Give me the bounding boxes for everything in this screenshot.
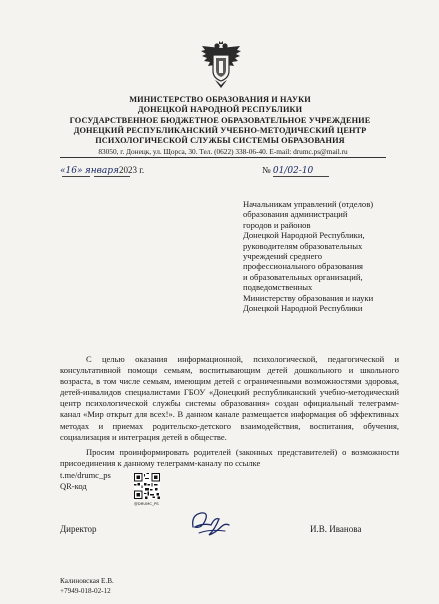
number-value: 01/02-10 — [272, 166, 314, 176]
date-day-underline — [62, 176, 90, 177]
addressee-line: Донецкой Народной Республики, — [243, 230, 365, 241]
qr-caption: @DRUMC_PS — [134, 501, 159, 506]
addressee-line: учреждений среднего — [243, 251, 323, 262]
signer-name: И.В. Иванова — [310, 524, 362, 534]
institution-line-1: ГОСУДАРСТВЕННОЕ БЮДЖЕТНОЕ ОБРАЗОВАТЕЛЬНОЕ УЧРЕЖДЕНИЕ — [69, 116, 371, 125]
executor-phone: +7949-018-02-12 — [60, 586, 111, 595]
date-open-quote: « — [60, 166, 66, 176]
telegram-link-block — [60, 470, 140, 492]
addressee-line: профессионального образования — [243, 261, 363, 272]
qr-code-icon[interactable] — [134, 473, 160, 499]
addressee-line: руководителям образовательных — [243, 240, 363, 251]
date-day: 16 — [65, 166, 77, 176]
handwritten-signature-icon — [185, 505, 233, 543]
executor-name: Калиновская Е.В. — [60, 577, 114, 585]
institution-address: 83050, г. Донецк, ул. Щорса, 30. Тел. (0622) 338-06-40. E-mail: drumc.ps@mail.ru — [98, 147, 348, 156]
date-close-quote: » — [76, 166, 83, 176]
institution-line-2: ДОНЕЦКИЙ РЕСПУБЛИКАНСКИЙ УЧЕБНО-МЕТОДИЧЕСКИЙ ЦЕНТР — [73, 126, 367, 136]
addressee-line: Донецкой Народной Республики — [243, 303, 363, 314]
addressee-line: городов и районов — [243, 219, 311, 230]
body-paragraph-2 — [60, 447, 399, 469]
institution-line-3: ПСИХОЛОГИЧЕСКОЙ СЛУЖБЫ СИСТЕМЫ ОБРАЗОВАНИЯ — [95, 136, 345, 146]
date-month-underline — [94, 176, 130, 177]
addressee-line: Министерству образования и науки — [243, 292, 374, 303]
date-month: января — [84, 166, 119, 176]
ministry-line-2: ДОНЕЦКОЙ НАРОДНОЙ РЕСПУБЛИКИ — [137, 105, 303, 115]
number-prefix: № — [262, 165, 271, 175]
header-divider — [60, 157, 386, 158]
telegram-link[interactable]: t.me/drumc_ps — [60, 470, 111, 480]
institution-header — [60, 116, 380, 147]
addressee-line: и образовательных организаций, — [243, 271, 363, 282]
body-paragraph-2-text: Просим проинформировать родителей (законных представителей) о возможности присоединения к данному телеграмм-каналу по ссылке — [60, 447, 399, 469]
qr-label: QR-код — [60, 481, 87, 492]
addressee-block — [243, 199, 413, 313]
addressee-line: подведомственных — [243, 282, 313, 293]
addressee-line: образования администраций — [243, 209, 348, 220]
letter-number — [262, 165, 313, 176]
number-underline — [273, 176, 329, 177]
ministry-header — [60, 95, 380, 115]
ministry-line-1: МИНИСТЕРСТВО ОБРАЗОВАНИЯ И НАУКИ — [129, 95, 311, 104]
signer-position: Директор — [60, 524, 97, 534]
body-paragraph-1: С целью оказания информационной, психологической, педагогической и консультативной помощи семьям, воспитывающим детей дошкольного и школьного возраста, в том числе семьям, имеющим детей с ограниченными возможностями здоровья, детей-инвалидов специалистами ГБОУ «Донецкий республиканский учебно-методический центр психологической службы системы образования» создан официальный телеграмм-канал «Мир открыт для всех!». В данном канале размещается информация об эффективных методах и приемах родительско-детского взаимодействия, воспитания, обучения, социализация и интеграция детей в обществе. — [60, 354, 399, 442]
executor-info — [60, 577, 114, 596]
date-year: 2023 г. — [118, 165, 145, 175]
coat-of-arms-emblem — [198, 40, 244, 90]
addressee-line: Начальникам управлений (отделов) — [243, 199, 374, 209]
